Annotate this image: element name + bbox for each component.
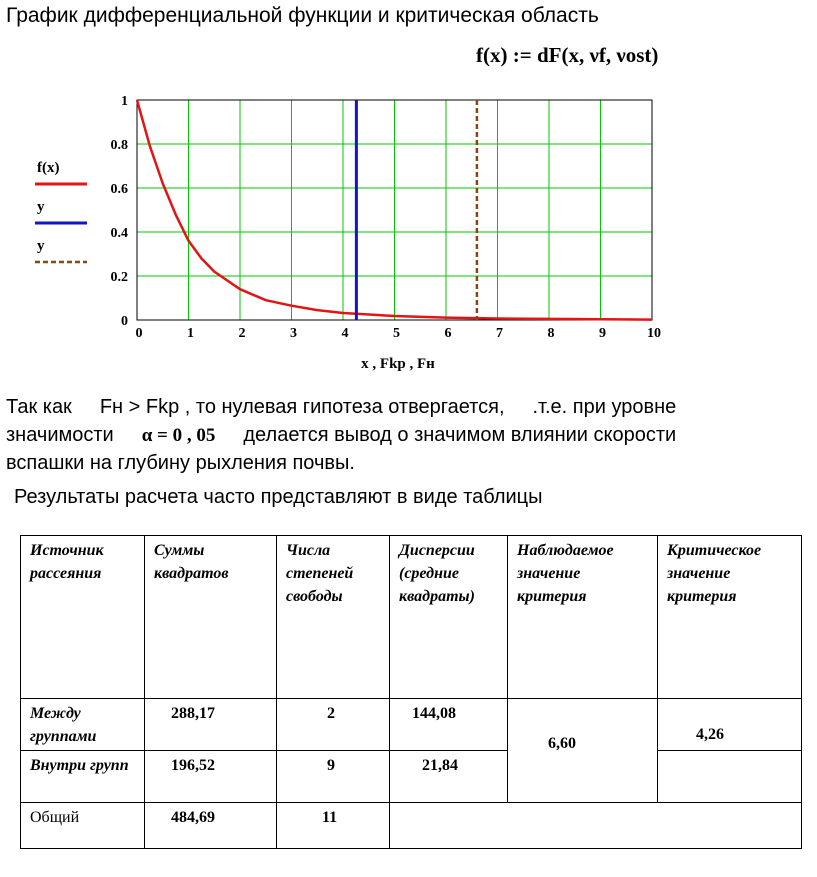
- header-degrees-of-freedom: Числа степеней свободы: [277, 536, 390, 699]
- table-caption: Результаты расчета часто представляют в виде таблицы: [14, 486, 543, 508]
- table-row: [21, 699, 802, 751]
- y-tick-label: 0.8: [110, 138, 128, 153]
- empty-cell: [658, 751, 802, 803]
- y-tick-label: 0.6: [110, 182, 128, 197]
- paragraph-text: .т.е. при уровне: [532, 396, 677, 418]
- formula: f(x) := dF(x, νf, νost): [476, 43, 659, 67]
- anova-table: [20, 535, 802, 849]
- table-row: [21, 751, 802, 803]
- paragraph-text: Fн > Fkp , то нулевая гипотеза отвергается,: [99, 396, 505, 418]
- observed-value: 6,60: [508, 699, 658, 803]
- legend-label-2: y: [37, 199, 45, 215]
- row-source: Внутри групп: [21, 751, 145, 803]
- x-tick-label: 9: [599, 326, 606, 341]
- legend-label-1: f(x): [37, 160, 60, 176]
- header-mean-square: Дисперсии (средние квадраты): [390, 536, 508, 699]
- chart-legend: [35, 160, 87, 262]
- chart-ticks: [111, 94, 662, 341]
- paragraph-line-2: [6, 424, 676, 447]
- chart-grid: [137, 100, 652, 320]
- table-row: [21, 803, 802, 849]
- x-axis-label: x , Fkp , Fн: [361, 356, 435, 372]
- row-ss: 288,17: [145, 699, 277, 751]
- x-tick-label: 2: [238, 326, 246, 341]
- row-ss: 484,69: [145, 803, 277, 849]
- x-tick-label: 0: [135, 326, 143, 341]
- row-ms: 144,08: [390, 699, 508, 751]
- x-tick-label: 7: [496, 326, 503, 341]
- x-tick-label: 10: [647, 326, 661, 341]
- row-df: 11: [277, 803, 390, 849]
- header-observed: Наблюдаемое значение критерия: [508, 536, 658, 699]
- row-ms: 21,84: [390, 751, 508, 803]
- paragraph-text: делается вывод о значимом влиянии скорости: [243, 424, 677, 446]
- alpha-formula: α = 0 , 05: [141, 425, 216, 446]
- y-tick-label: 0.2: [110, 270, 128, 285]
- row-df: 9: [277, 751, 390, 803]
- page-title: График дифференциальной функции и критическая область: [6, 4, 599, 27]
- y-tick-label: 0.4: [110, 226, 128, 241]
- paragraph-text: значимости: [6, 424, 114, 446]
- x-tick-label: 8: [547, 326, 555, 341]
- x-tick-label: 5: [393, 326, 400, 341]
- chart: [0, 85, 817, 385]
- paragraph-line-1: [6, 396, 676, 419]
- x-tick-label: 3: [290, 326, 297, 341]
- table-header-row: [21, 536, 802, 699]
- header-sum-of-squares: Суммы квадратов: [145, 536, 277, 699]
- paragraph-text: Так как: [6, 396, 72, 418]
- row-df: 2: [277, 699, 390, 751]
- critical-value: 4,26: [658, 699, 802, 751]
- x-tick-label: 4: [341, 326, 349, 341]
- y-tick-label: 1: [121, 94, 128, 109]
- legend-label-3: y: [37, 238, 45, 254]
- row-ss: 196,52: [145, 751, 277, 803]
- row-source: Между группами: [21, 699, 145, 751]
- empty-cell: [390, 803, 802, 849]
- y-tick-label: 0: [121, 314, 128, 329]
- paragraph-line-3: вспашки на глубину рыхления почвы.: [6, 452, 355, 474]
- row-source: Общий: [21, 803, 145, 849]
- x-tick-label: 1: [187, 326, 194, 341]
- header-source: Источник рассеяния: [21, 536, 145, 699]
- header-critical: Критическое значение критерия: [658, 536, 802, 699]
- x-tick-label: 6: [444, 326, 452, 341]
